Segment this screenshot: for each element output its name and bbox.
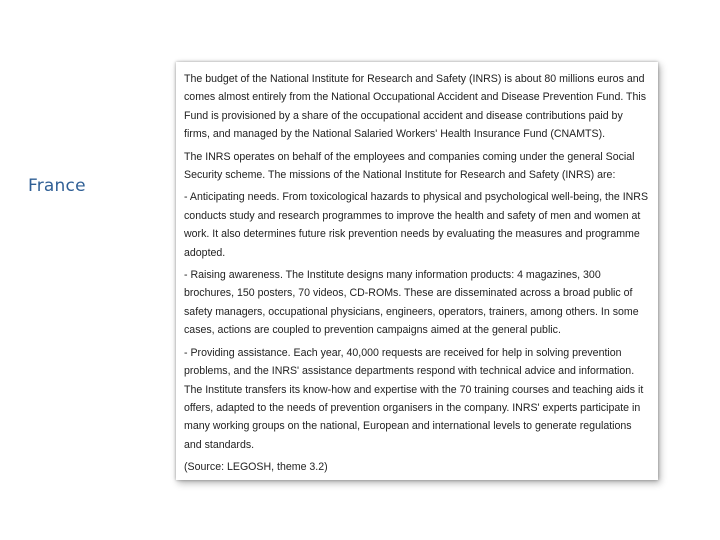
slide-title: France [28,176,86,196]
document-excerpt [176,62,658,480]
source-citation: (Source: LEGOSH, theme 3.2) [184,461,328,474]
paragraph-providing-assistance: - Providing assistance. Each year, 40,000 requests are received for help in solving prevention problems, and the INRS' assistance departments respond with technical advice and information. The Institute transfers its know-how and expertise with the 70 training courses and teaching aids it offers, adapted to the needs of prevention organisers in the company. INRS' experts participate in many working groups on the national, European and international levels to generate regulations and standards. [184,346,644,451]
paragraph-missions-intro: The INRS operates on behalf of the employees and companies coming under the general Social Security scheme. The missions of the National Institute for Research and Safety (INRS) are: [184,150,635,182]
paragraph-raising-awareness: - Raising awareness. The Institute designs many information products: 4 magazines, 300 brochures, 150 posters, 70 videos, CD-ROMs. These are disseminated across a broad public of safety managers, occupational physicians, engineers, operators, trainers, among others. In some cases, actions are coupled to prevention campaigns aimed at the general public. [184,269,639,337]
paragraph-anticipating-needs: - Anticipating needs. From toxicological hazards to physical and psychological well-being, the INRS conducts study and research programmes to improve the health and safety of men and women at work. It also determines future risk prevention needs by evaluating the measures and programme adopted. [184,191,649,259]
paragraph-budget: The budget of the National Institute for Research and Safety (INRS) is about 80 millions euros and comes almost entirely from the National Occupational Accident and Disease Prevention Fund. This Fund is provisioned by a share of the occupational accident and disease contributions paid by firms, and managed by the National Salaried Workers' Health Insurance Fund (CNAMTS). [184,73,647,141]
